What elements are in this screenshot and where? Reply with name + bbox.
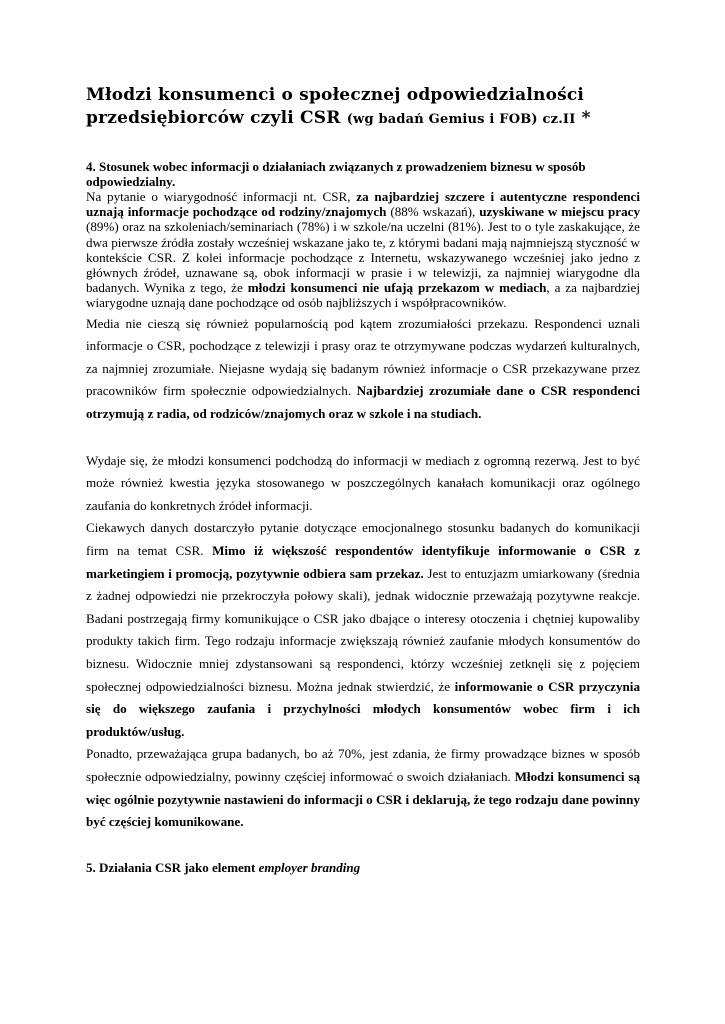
document-page bbox=[86, 84, 640, 875]
title-asterisk: * bbox=[575, 108, 591, 128]
p1-bold-2: uzyskiwane w miejscu pracy bbox=[479, 204, 640, 220]
section-4-paragraph-2 bbox=[86, 313, 640, 426]
section-5-heading-italic: employer branding bbox=[258, 859, 361, 875]
p3-text-1: Wydaje się, że młodzi konsumenci podchodzą do informacji w mediach z ogromną rezerwą. Jest to być może również kwestia języka stosowanego w poszczególnych kanałach komunikacji oraz ogólnego zaufania do konkretnych źródeł informacji. bbox=[86, 452, 640, 513]
p2-bold-1: Najbardziej zrozumiałe dane o CSR respondenci otrzymują z radia, od rodziców/znajomych oraz w szkole i na studiach. bbox=[86, 383, 640, 421]
p5-text-1: Ponadto, przeważająca grupa badanych, bo aż 70%, jest zdania, że firmy prowadzące biznes w sposób społecznie odpowiedzialny, powinny częściej informować o swoich działaniach. bbox=[86, 746, 640, 784]
p2-text-1: Media nie cieszą się również popularnością pod kątem zrozumiałości przekazu. Respondenci uznali informacje o CSR, pochodzące z telewizji i prasy oraz te otrzymywane podczas wydarzeń kulturalnych, za najmniej zrozumiałe. Niejasne wydają się badanym również informacje o CSR przekazywane przez pracowników firm społecznie odpowiedzialnych. bbox=[86, 315, 640, 399]
section-5-heading bbox=[86, 860, 640, 875]
p1-bold-3: młodzi konsumenci nie ufają przekazom w mediach bbox=[247, 280, 547, 296]
section-4-paragraph-5 bbox=[86, 743, 640, 833]
p1-text-1: Na pytanie o wiarygodność informacji nt. CSR, bbox=[86, 189, 357, 204]
section-4-paragraph-4 bbox=[86, 517, 640, 743]
p1-text-4: , a za najbardziej wiarygodne uznają dane pochodzące od osób najbliższych i współpracowników. bbox=[86, 280, 640, 311]
title-line-2: przedsiębiorców czyli CSR bbox=[86, 108, 347, 128]
title-source-note: (wg badań Gemius i FOB) cz.II bbox=[346, 112, 576, 127]
p4-bold-1: Mimo iż większość respondentów identyfikuje informowanie o CSR z marketingiem i promocją, pozytywnie odbiera sam przekaz. bbox=[86, 542, 640, 581]
section-4-paragraph-3 bbox=[86, 450, 640, 518]
p4-text-2: Jest to entuzjazm umiarkowany (średnia z żadnej odpowiedzi nie przekroczyła połowy skali), jednak widocznie przeważają pozytywne reakcje. Badani postrzegają firmy komunikujące o CSR jako dbające o interesy otoczenia i chętniej kupowaliby produkty takich firm. Tego rodzaju informacje zwiększają również zaufanie młodych konsumentów do biznesu. Widocznie mniej zdystansowani są respondenci, którzy wcześniej zetknęli się z pojęciem społecznej odpowiedzialności biznesu. Można jednak stwierdzić, że bbox=[86, 565, 640, 694]
document-title bbox=[86, 84, 640, 131]
section-5-heading-text: 5. Działania CSR jako element bbox=[86, 859, 259, 875]
p4-bold-2: informowanie o CSR przyczynia się do większego zaufania i przychylności młodych konsumentów wobec firm i ich produktów/usług. bbox=[86, 678, 640, 739]
title-line-1: Młodzi konsumenci o społecznej odpowiedzialności bbox=[86, 85, 585, 105]
p4-text-1: Ciekawych danych dostarczyło pytanie dotyczące emocjonalnego stosunku badanych do komunikacji firm na temat CSR. bbox=[86, 520, 640, 558]
p5-bold-1: Młodzi konsumenci są więc ogólnie pozytywnie nastawieni do informacji o CSR i deklarują, że tego rodzaju dane powinny być częściej komunikowane. bbox=[86, 768, 640, 830]
section-4-heading: 4. Stosunek wobec informacji o działaniach związanych z prowadzeniem biznesu w sposób odpowiedzialny. bbox=[86, 159, 586, 189]
section-4-paragraph-1 bbox=[86, 189, 640, 311]
p1-bold-1: za najbardziej szczere i autentyczne respondenci uznają informacje pochodzące od rodziny/znajomych bbox=[86, 189, 640, 220]
p1-text-3: (89%) oraz na szkoleniach/seminariach (78%) i w szkole/na uczelni (81%). Jest to o tyle zaskakujące, że dwa pierwsze źródła zostały wcześniej wskazane jako te, z którymi badani mają najmniejszą styczność w kontekście CSR. Z kolei informacje pochodzące z Internetu, wskazywanego wcześniej jako jedno z głównych źródeł, uznawane są, obok informacji w prasie i w telewizji, za najmniej wiarygodne dla badanych. Wynika z tego, że bbox=[86, 219, 640, 296]
p1-text-2: (88% wskazań), bbox=[386, 204, 480, 220]
